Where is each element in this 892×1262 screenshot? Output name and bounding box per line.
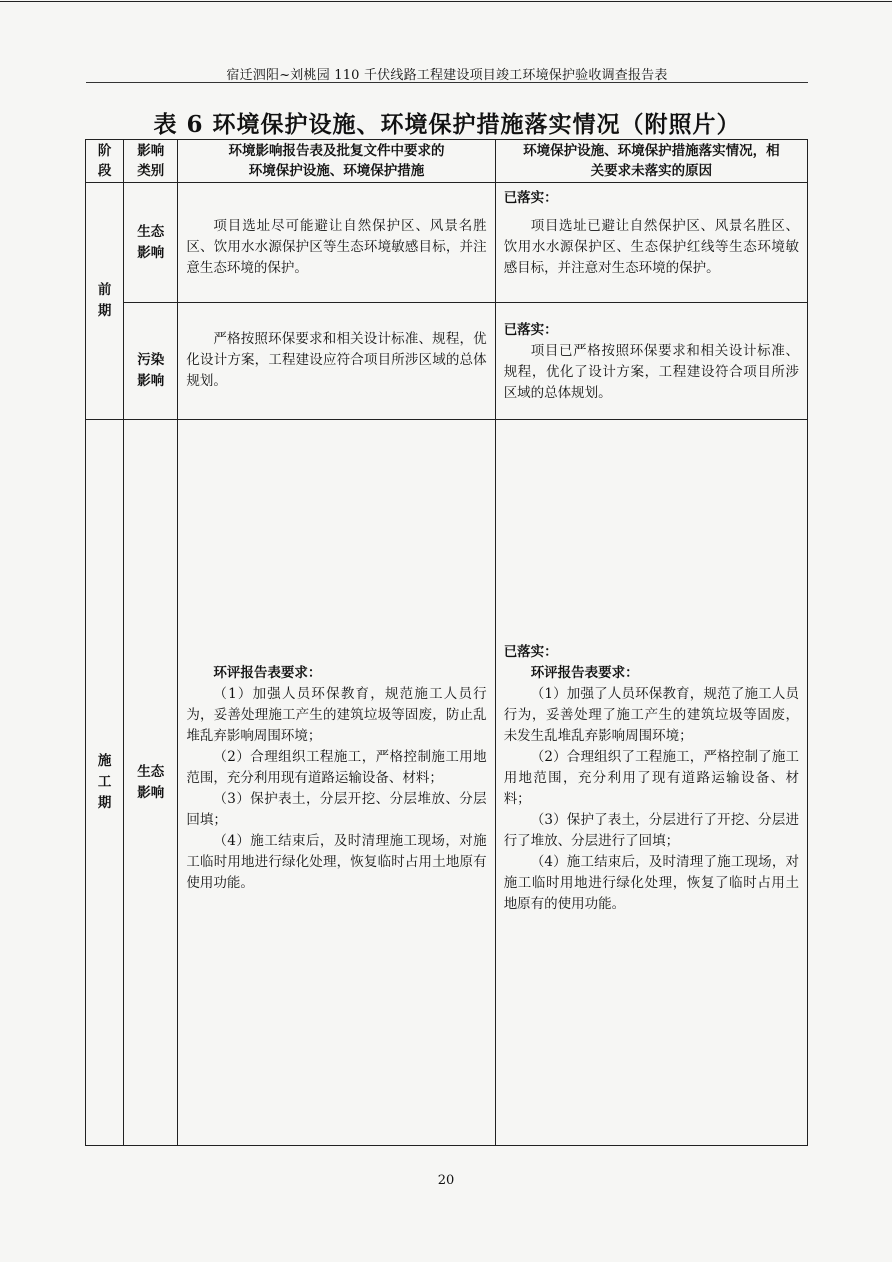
implementation-heading: 环评报告表要求：: [530, 665, 639, 681]
header-requirement-line: 环境保护设施、环境保护措施: [248, 163, 425, 179]
header-implementation-line: 关要求未落实的原因: [590, 163, 713, 179]
requirement-text: 严格按照环保要求和相关设计标准、规程，优化设计方案，工程建设应符合项目所涉区域的总体规划。: [186, 331, 487, 389]
type-line: 影响: [137, 784, 165, 801]
stage-cell-construction: [86, 420, 124, 1146]
table-row: [86, 303, 808, 420]
type-cell: [124, 303, 178, 420]
header-requirement: [178, 140, 495, 183]
table-row: [86, 183, 808, 303]
status-label: 已落实：: [503, 190, 558, 206]
implementation-item: （4）施工结束后，及时清理了施工现场，对施工临时用地进行绿化处理，恢复了临时占用土地原有的使用功能。: [503, 854, 799, 912]
table-row: [86, 420, 808, 1146]
requirement-cell: [178, 183, 495, 303]
type-line: 影响: [137, 373, 165, 389]
implementation-item: （3）保护了表土，分层进行了开挖、分层进行了堆放、分层进行了回填；: [503, 812, 799, 849]
requirement-cell: [178, 303, 495, 420]
header-type-line: 影响: [137, 143, 165, 159]
header-implementation: [495, 140, 807, 183]
requirement-item: （1）加强人员环保教育，规范施工人员行为，妥善处理施工产生的建筑垃圾等固废，防止乱堆乱弃影响周围环境；: [186, 686, 487, 744]
requirement-heading: 环评报告表要求：: [213, 665, 322, 681]
implementation-cell: [495, 420, 807, 1146]
implementation-cell: [495, 183, 807, 303]
requirement-item: （3）保护表土，分层开挖、分层堆放、分层回填；: [186, 791, 487, 828]
requirement-item: （2）合理组织工程施工，严格控制施工用地范围，充分利用现有道路运输设备、材料；: [186, 749, 487, 786]
stage-char: 前: [97, 282, 112, 298]
header-rule: [86, 82, 808, 83]
header-requirement-line: 环境影响报告表及批复文件中要求的: [228, 143, 445, 159]
stage-char: 工: [97, 774, 112, 790]
header-stage-line: 段: [97, 163, 112, 179]
status-label: 已落实：: [503, 322, 558, 338]
implementation-text: 项目已严格按照环保要求和相关设计标准、规程，优化了设计方案，工程建设符合项目所涉区域的总体规划。: [503, 343, 799, 401]
status-label: 已落实：: [503, 644, 558, 660]
type-cell: [124, 420, 178, 1146]
type-line: 影响: [137, 244, 165, 261]
type-line: 生态: [137, 763, 165, 780]
requirement-cell: [178, 420, 495, 1146]
implementation-item: （2）合理组织了工程施工，严格控制了施工用地范围，充分利用了现有道路运输设备、材料；: [503, 749, 799, 807]
table-header-row: [86, 140, 808, 183]
type-line: 生态: [137, 223, 165, 240]
stage-char: 期: [97, 795, 112, 811]
measures-table: [85, 139, 808, 1146]
page-number: 20: [437, 1173, 455, 1188]
implementation-text: 项目选址已避让自然保护区、风景名胜区、饮用水水源保护区、生态保护红线等生态环境敏感目标，并注意对生态环境的保护。: [503, 218, 799, 276]
header-stage: [86, 140, 124, 183]
implementation-cell: [495, 303, 807, 420]
stage-char: 期: [97, 303, 112, 319]
type-cell: [124, 183, 178, 303]
header-stage-line: 阶: [97, 143, 112, 159]
top-border-line: [0, 1, 892, 2]
page-title: 表 6 环境保护设施、环境保护措施落实情况（附照片）: [153, 111, 741, 138]
requirement-text: 项目选址尽可能避让自然保护区、风景名胜区、饮用水水源保护区等生态环境敏感目标，并注意生态环境的保护。: [186, 218, 487, 276]
requirement-item: （4）施工结束后，及时清理施工现场，对施工临时用地进行绿化处理，恢复临时占用土地原有使用功能。: [186, 833, 487, 891]
header-type-line: 类别: [137, 163, 165, 179]
running-header: 宿迁泗阳~刘桃园 110 千伏线路工程建设项目竣工环境保护验收调查报告表: [226, 68, 668, 83]
type-line: 污染: [137, 352, 165, 368]
stage-char: 施: [97, 753, 112, 769]
implementation-item: （1）加强了人员环保教育，规范了施工人员行为，妥善处理了施工产生的建筑垃圾等固废，未发生乱堆乱弃影响周围环境；: [503, 686, 799, 744]
stage-cell-preliminary: [86, 183, 124, 420]
header-type: [124, 140, 178, 183]
header-implementation-line: 环境保护设施、环境保护措施落实情况，相: [523, 143, 780, 159]
